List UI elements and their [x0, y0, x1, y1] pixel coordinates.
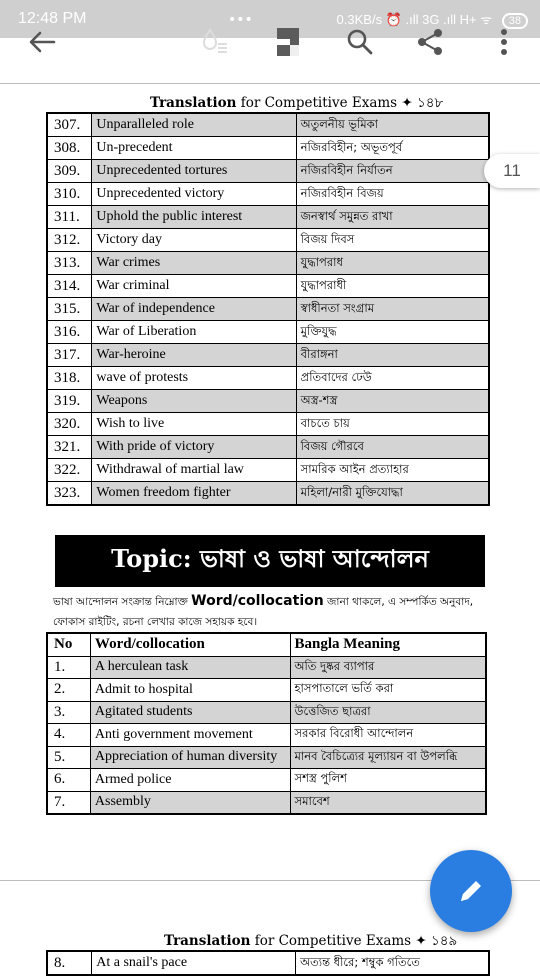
row-word: Withdrawal of martial law — [92, 459, 296, 482]
row-meaning: নজিরবিহীন বিজয় — [296, 183, 489, 206]
row-word: Agitated students — [90, 701, 290, 724]
row-meaning: নজিরবিহীন; অভূতপূর্ব — [296, 137, 489, 160]
row-word: War-heroine — [92, 344, 296, 367]
row-meaning: স্বাধীনতা সংগ্রাম — [296, 298, 489, 321]
table-row — [47, 321, 489, 344]
row-meaning: মুক্তিযুদ্ধ — [296, 321, 489, 344]
share-icon[interactable] — [408, 20, 452, 64]
row-number: 309. — [47, 160, 92, 183]
table-row — [47, 951, 489, 975]
row-number: 8. — [47, 951, 92, 975]
row-meaning: বীরাঙ্গনা — [296, 344, 489, 367]
topic-table — [46, 632, 487, 815]
row-number: 311. — [47, 206, 92, 229]
row-word: Unparalleled role — [92, 113, 296, 137]
row-number: 312. — [47, 229, 92, 252]
page-header-rest: for Competitive Exams ✦ ১৪৮ — [236, 95, 444, 111]
column-header: Word/collocation — [90, 633, 290, 656]
row-number: 317. — [47, 344, 92, 367]
page2-table — [46, 950, 490, 976]
reading-mode-icon[interactable] — [192, 20, 236, 64]
table-row — [47, 275, 489, 298]
table-row — [47, 724, 486, 747]
table-row — [47, 206, 489, 229]
row-word: Admit to hospital — [90, 679, 290, 702]
row-number: 315. — [47, 298, 92, 321]
table-row — [47, 229, 489, 252]
row-word: wave of protests — [92, 367, 296, 390]
row-word: With pride of victory — [92, 436, 296, 459]
row-number: 5. — [47, 746, 90, 769]
row-meaning: যুদ্ধাপরাধী — [296, 275, 489, 298]
row-number: 1. — [47, 656, 90, 679]
row-number: 322. — [47, 459, 92, 482]
table-row — [47, 183, 489, 206]
table-row — [47, 113, 489, 137]
table-header-row — [47, 633, 486, 656]
row-word: Victory day — [92, 229, 296, 252]
row-meaning: বিজয় গৌরবে — [296, 436, 489, 459]
row-meaning: জনস্বার্থ সমুন্নত রাখা — [296, 206, 489, 229]
column-header: No — [47, 633, 90, 656]
row-meaning: উত্তেজিত ছাত্ররা — [290, 701, 486, 724]
row-number: 323. — [47, 482, 92, 506]
intro-text-bold: Word/collocation — [191, 593, 324, 609]
vocabulary-table-body — [47, 113, 489, 505]
row-word: Appreciation of human diversity — [90, 746, 290, 769]
row-meaning: অস্ত্র-শস্ত্র — [296, 390, 489, 413]
row-word: War criminal — [92, 275, 296, 298]
row-word: At a snail's pace — [92, 951, 296, 975]
row-number: 4. — [47, 724, 90, 747]
row-meaning: বাচতে চায় — [296, 413, 489, 436]
table-row — [47, 656, 486, 679]
row-meaning: বিজয় দিবস — [296, 229, 489, 252]
row-number: 2. — [47, 679, 90, 702]
table-row — [47, 436, 489, 459]
row-number: 319. — [47, 390, 92, 413]
row-word: Armed police — [90, 769, 290, 792]
row-meaning: সমাবেশ — [290, 791, 486, 814]
more-options-icon[interactable] — [482, 20, 526, 64]
row-word: A herculean task — [90, 656, 290, 679]
row-word: Unprecedented tortures — [92, 160, 296, 183]
notification-dots-icon: ••• — [228, 12, 253, 28]
row-meaning: মানব বৈচিত্র্যের মূল্যায়ন বা উপলব্ধি — [290, 746, 486, 769]
vocabulary-table — [46, 112, 490, 506]
table-row — [47, 137, 489, 160]
row-number: 310. — [47, 183, 92, 206]
row-number: 320. — [47, 413, 92, 436]
row-number: 307. — [47, 113, 92, 137]
column-header: Bangla Meaning — [290, 633, 486, 656]
row-word: Uphold the public interest — [92, 206, 296, 229]
row-number: 321. — [47, 436, 92, 459]
row-meaning: প্রতিবাদের ঢেউ — [296, 367, 489, 390]
table-row — [47, 459, 489, 482]
row-meaning: হাসপাতালে ভর্তি করা — [290, 679, 486, 702]
table-row — [47, 701, 486, 724]
row-meaning: অত্যন্ত ধীরে; শম্বুক গতিতে — [296, 951, 489, 975]
row-meaning: সরকার বিরোধী আন্দোলন — [290, 724, 486, 747]
row-word: Un-precedent — [92, 137, 296, 160]
row-meaning: সামরিক আইন প্রত্যাহার — [296, 459, 489, 482]
row-word: Wish to live — [92, 413, 296, 436]
row-number: 3. — [47, 701, 90, 724]
pencil-icon — [456, 876, 486, 906]
row-word: War of independence — [92, 298, 296, 321]
row-word: War of Liberation — [92, 321, 296, 344]
row-meaning: অতুলনীয় ভূমিকা — [296, 113, 489, 137]
network-status: 0.3KB/s ⏰ .ıll 3G .ıll H+ ᯤ — [336, 12, 493, 27]
intro-text-before: ভাষা আন্দোলন সংক্রান্ত নিম্নোক্ত — [53, 596, 192, 608]
table-row — [47, 746, 486, 769]
row-word: Unprecedented victory — [92, 183, 296, 206]
table-row — [47, 252, 489, 275]
row-word: Women freedom fighter — [92, 482, 296, 506]
table-row — [47, 367, 489, 390]
table-row — [47, 298, 489, 321]
row-meaning: যুদ্ধাপরাধ — [296, 252, 489, 275]
intro-text-after: জানা থাকলে, এ সম্পর্কিত অনুবাদ, ফোকাস রাইটিং, রচনা লেখার কাজে সহায়ক হবে। — [53, 596, 474, 628]
row-number: 6. — [47, 769, 90, 792]
page2-header-rest: for Competitive Exams ✦ ১৪৯ — [250, 933, 458, 949]
app-toolbar — [0, 20, 540, 80]
topic-intro — [53, 591, 493, 632]
row-meaning: মহিলা/নারী মুক্তিযোদ্ধা — [296, 482, 489, 506]
row-meaning: সশস্ত্র পুলিশ — [290, 769, 486, 792]
back-arrow-icon[interactable] — [20, 20, 64, 64]
row-number: 314. — [47, 275, 92, 298]
row-word: Weapons — [92, 390, 296, 413]
document-page — [0, 84, 540, 879]
search-icon[interactable] — [338, 20, 382, 64]
row-word: Assembly — [90, 791, 290, 814]
row-number: 316. — [47, 321, 92, 344]
table-row — [47, 413, 489, 436]
row-number: 318. — [47, 367, 92, 390]
battery-icon: 38 — [502, 13, 528, 29]
row-meaning: অতি দুষ্কর ব্যাপার — [290, 656, 486, 679]
table-row — [47, 390, 489, 413]
status-time: 12:48 PM — [18, 10, 87, 27]
page-header-bold: Translation — [150, 95, 237, 111]
table-row — [47, 344, 489, 367]
document-icon[interactable] — [266, 20, 310, 64]
row-number: 308. — [47, 137, 92, 160]
table-row — [47, 791, 486, 814]
row-word: War crimes — [92, 252, 296, 275]
topic-table-body — [47, 633, 486, 814]
row-meaning: নজিরবিহীন নির্যাতন — [296, 160, 489, 183]
table-row — [47, 679, 486, 702]
page2-header-bold: Translation — [164, 933, 251, 949]
row-number: 7. — [47, 791, 90, 814]
topic-title: Topic: ভাষা ও ভাষা আন্দোলন — [55, 535, 485, 587]
table-row — [47, 482, 489, 506]
table-row — [47, 769, 486, 792]
row-word: Anti government movement — [90, 724, 290, 747]
row-number: 313. — [47, 252, 92, 275]
table-row — [47, 160, 489, 183]
page-number-indicator[interactable]: 11 — [484, 154, 540, 188]
edit-fab-button[interactable] — [430, 850, 512, 932]
